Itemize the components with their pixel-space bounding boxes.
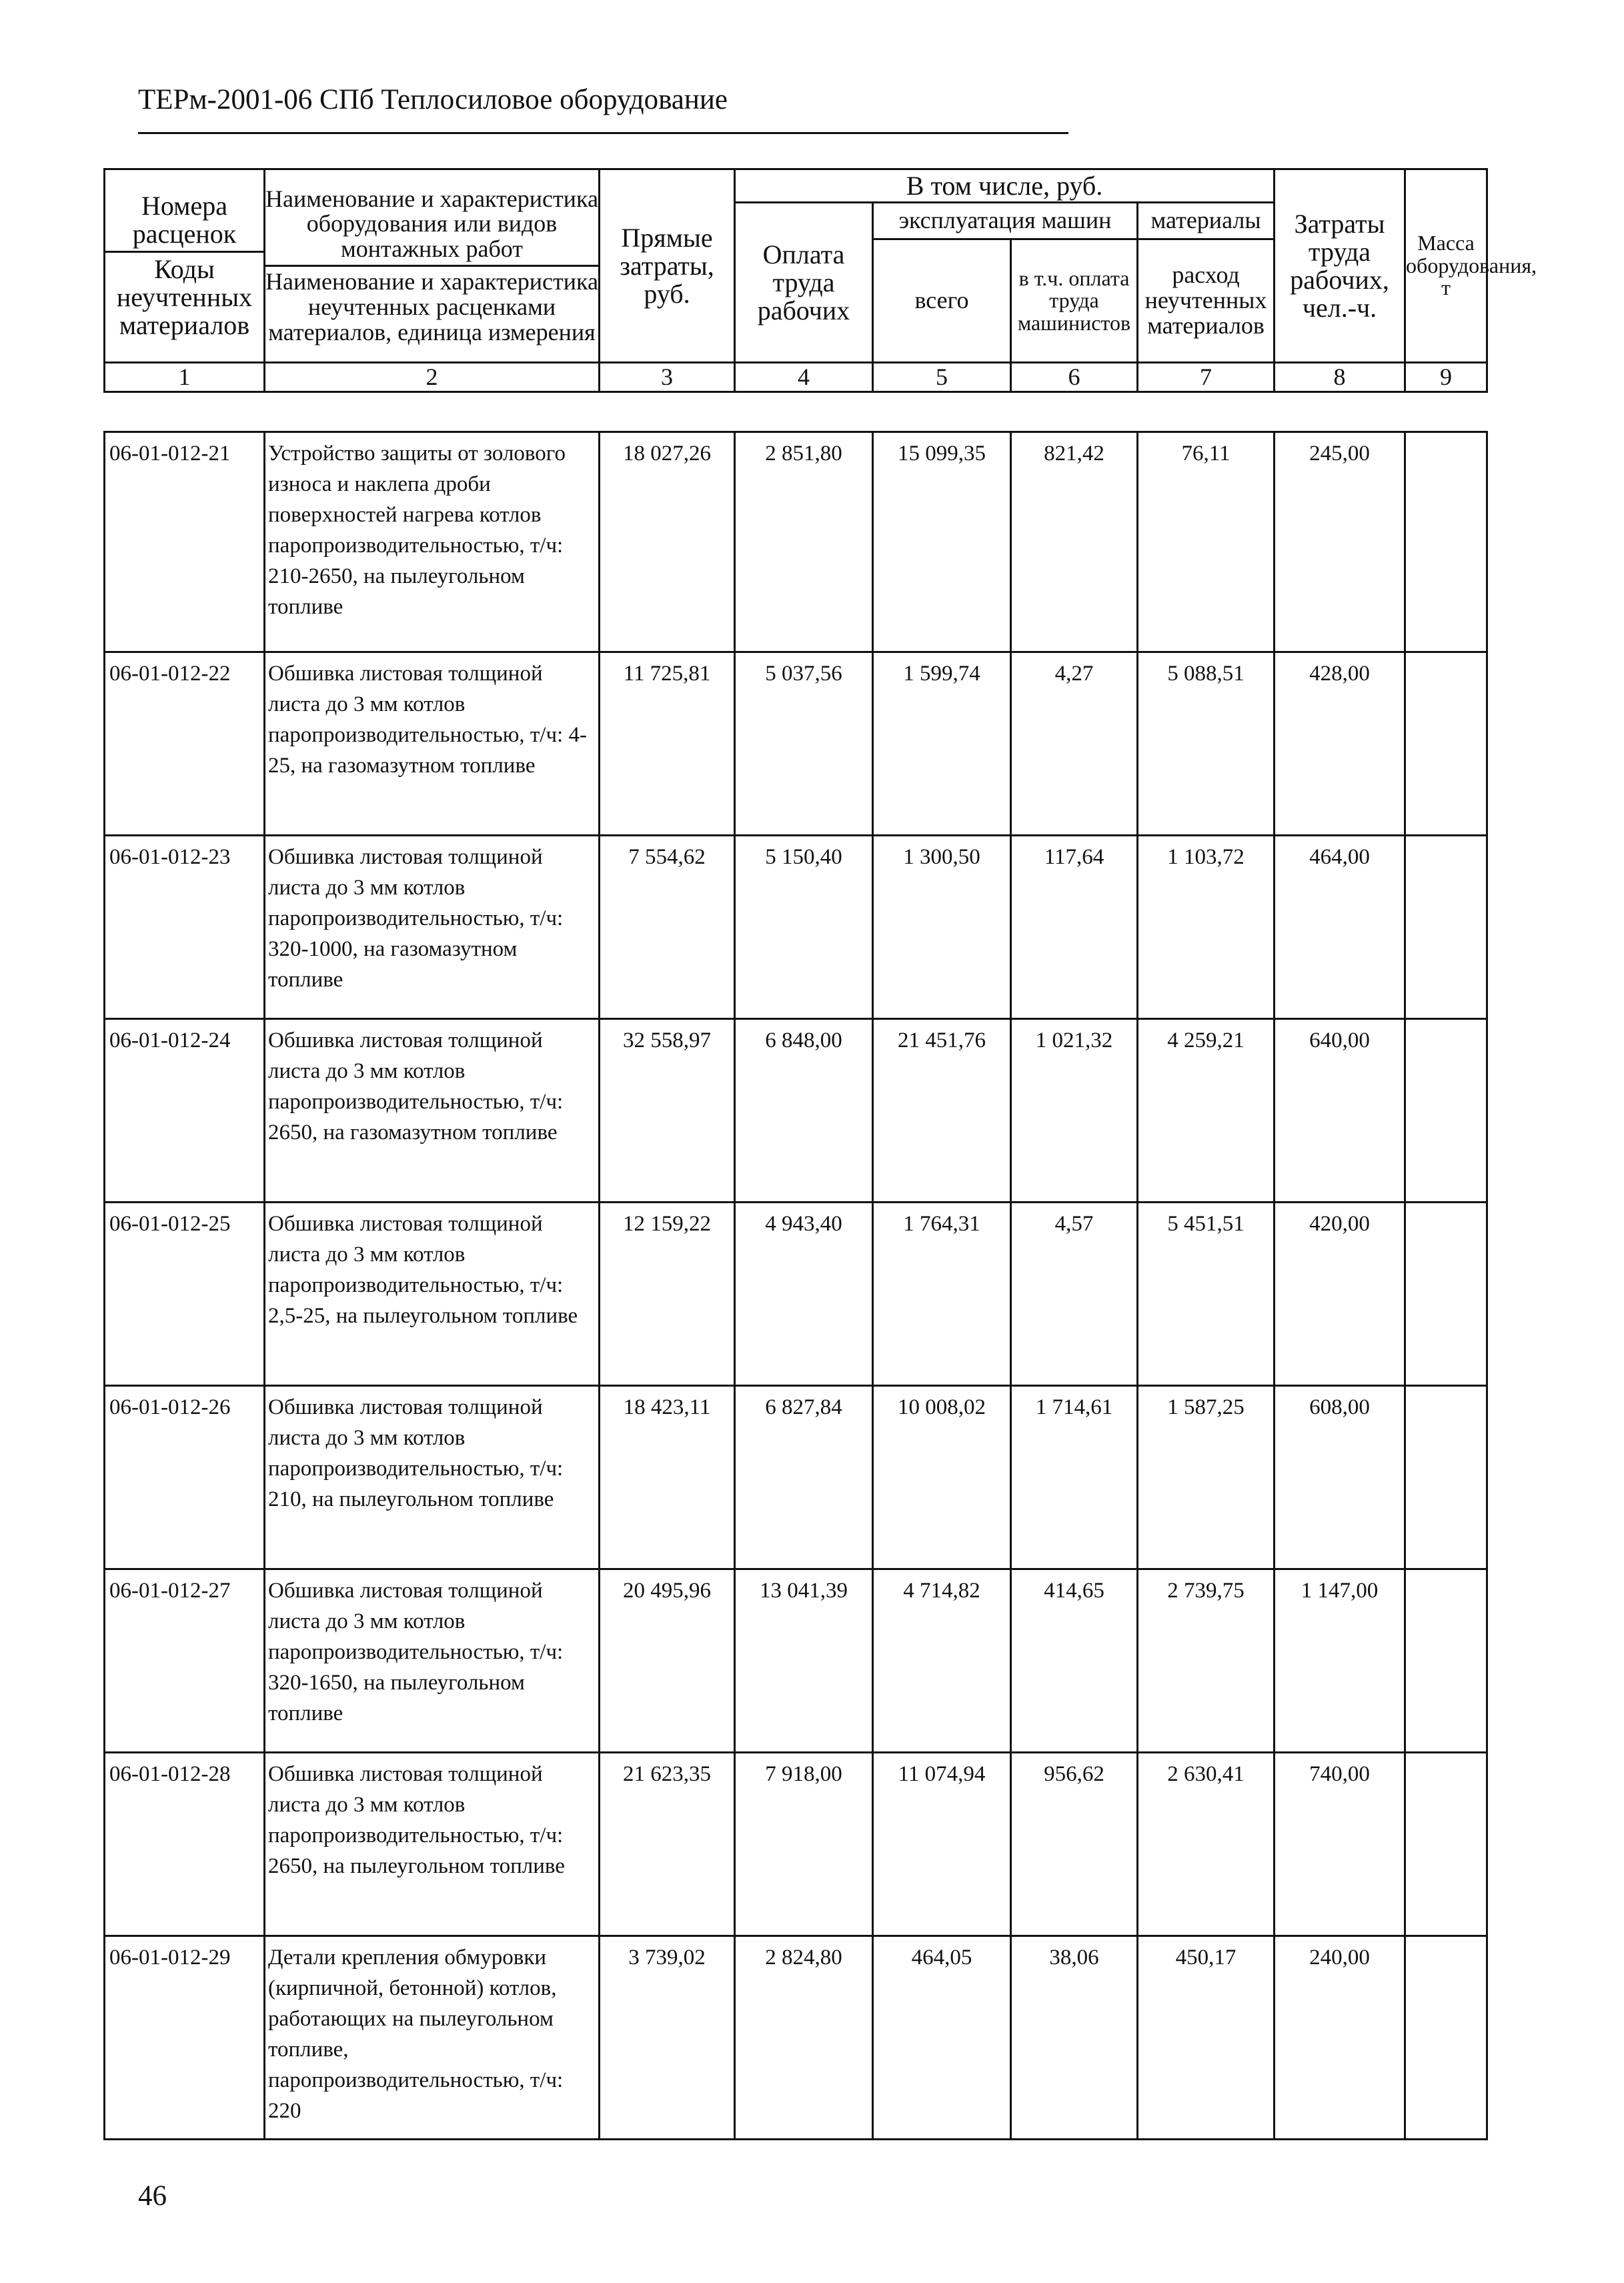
equipment-mass: [1405, 652, 1487, 836]
direct-cost: 7 554,62: [600, 836, 735, 1019]
labor-cost: 4 943,40: [735, 1203, 873, 1386]
col-number: 3: [600, 363, 735, 392]
machine-cost: 1 764,31: [873, 1203, 1011, 1386]
direct-cost: 3 739,02: [600, 1936, 735, 2140]
equipment-mass: [1405, 1386, 1487, 1569]
materials-cost: 450,17: [1138, 1936, 1275, 2140]
labor-cost: 2 824,80: [735, 1936, 873, 2140]
machine-cost: 464,05: [873, 1936, 1011, 2140]
rate-name: Обшивка листовая толщиной листа до 3 мм котлов паропроизводительностью, т/ч: 2650, на пылеугольном топливе: [265, 1753, 600, 1936]
table-row: [105, 432, 1487, 652]
machine-cost: 1 599,74: [873, 652, 1011, 836]
rate-name: Обшивка листовая толщиной листа до 3 мм котлов паропроизводительностью, т/ч: 320-1650, на пылеугольном топливе: [265, 1569, 600, 1753]
machine-cost: 21 451,76: [873, 1019, 1011, 1203]
labor-cost: 6 827,84: [735, 1386, 873, 1569]
operator-cost: 4,27: [1011, 652, 1138, 836]
col-name-top: Наименование и характеристика оборудования или видов монтажных работ: [265, 185, 598, 263]
col-direct-header: Прямые затраты, руб.: [600, 169, 735, 363]
machine-cost: 11 074,94: [873, 1753, 1011, 1936]
col-group-header: В том числе, руб.: [735, 169, 1275, 203]
col-hours-header: Затраты труда рабочих, чел.-ч.: [1275, 169, 1405, 363]
column-number-row: [105, 363, 1487, 392]
rate-name: Обшивка листовая толщиной листа до 3 мм котлов паропроизводительностью, т/ч: 4-25, на газомазутном топливе: [265, 652, 600, 836]
rate-code: 06-01-012-27: [105, 1569, 265, 1753]
rate-name: Обшивка листовая толщиной листа до 3 мм котлов паропроизводительностью, т/ч: 2,5-25, на пылеугольном топливе: [265, 1203, 600, 1386]
equipment-mass: [1405, 432, 1487, 652]
rate-name: Устройство защиты от золового износа и наклепа дроби поверхностей нагрева котлов паропроизводительностью, т/ч: 210-2650, на пылеугольном топливе: [265, 432, 600, 652]
col-number: 7: [1138, 363, 1275, 392]
rate-name: Обшивка листовая толщиной листа до 3 мм котлов паропроизводительностью, т/ч: 320-1000, на газомазутном топливе: [265, 836, 600, 1019]
col-materials-header: расход неучтенных материалов: [1138, 239, 1275, 363]
col-machines-header: эксплуатация машин: [873, 203, 1138, 239]
direct-cost: 20 495,96: [600, 1569, 735, 1753]
materials-cost: 1 103,72: [1138, 836, 1275, 1019]
col-operators-header: в т.ч. оплата труда машинистов: [1011, 239, 1138, 363]
page-header-title: ТЕРм-2001-06 СПб Теплосиловое оборудование: [138, 84, 728, 115]
table-row: [105, 836, 1487, 1019]
col-labor-header: Оплата труда рабочих: [735, 203, 873, 363]
col-number: 8: [1275, 363, 1405, 392]
rate-code: 06-01-012-28: [105, 1753, 265, 1936]
col-number: 6: [1011, 363, 1138, 392]
table-row: [105, 1386, 1487, 1569]
equipment-mass: [1405, 836, 1487, 1019]
col-mass-header: Масса оборудования, т: [1405, 169, 1487, 363]
table-row: [105, 1936, 1487, 2140]
machine-cost: 10 008,02: [873, 1386, 1011, 1569]
rate-code: 06-01-012-25: [105, 1203, 265, 1386]
rate-name: Обшивка листовая толщиной листа до 3 мм котлов паропроизводительностью, т/ч: 210, на пылеугольном топливе: [265, 1386, 600, 1569]
direct-cost: 11 725,81: [600, 652, 735, 836]
labor-hours: 428,00: [1275, 652, 1405, 836]
col-codes-top: Номера расценок: [132, 191, 237, 249]
labor-hours: 740,00: [1275, 1753, 1405, 1936]
labor-hours: 640,00: [1275, 1019, 1405, 1203]
table-row: [105, 1569, 1487, 1753]
rate-code: 06-01-012-29: [105, 1936, 265, 2140]
labor-cost: 5 150,40: [735, 836, 873, 1019]
operator-cost: 117,64: [1011, 836, 1138, 1019]
materials-cost: 5 451,51: [1138, 1203, 1275, 1386]
col-number: 2: [265, 363, 600, 392]
direct-cost: 32 558,97: [600, 1019, 735, 1203]
rates-table: [103, 431, 1488, 2140]
labor-hours: 240,00: [1275, 1936, 1405, 2140]
direct-cost: 18 423,11: [600, 1386, 735, 1569]
page-number: 46: [138, 2180, 167, 2212]
rate-name: Детали крепления обмуровки (кирпичной, бетонной) котлов, работающих на пылеугольном топливе, паропроизводительностью, т/ч: 220: [265, 1936, 600, 2140]
col-codes-header: [105, 169, 265, 363]
col-name-header: [265, 169, 600, 363]
table-row: [105, 652, 1487, 836]
labor-hours: 1 147,00: [1275, 1569, 1405, 1753]
column-header-table: [103, 168, 1537, 393]
labor-cost: 6 848,00: [735, 1019, 873, 1203]
labor-hours: 608,00: [1275, 1386, 1405, 1569]
materials-cost: 2 630,41: [1138, 1753, 1275, 1936]
labor-hours: 245,00: [1275, 432, 1405, 652]
direct-cost: 18 027,26: [600, 432, 735, 652]
rate-code: 06-01-012-22: [105, 652, 265, 836]
equipment-mass: [1405, 1019, 1487, 1203]
materials-cost: 5 088,51: [1138, 652, 1275, 836]
labor-cost: 5 037,56: [735, 652, 873, 836]
labor-cost: 7 918,00: [735, 1753, 873, 1936]
col-number: 9: [1405, 363, 1487, 392]
labor-cost: 13 041,39: [735, 1569, 873, 1753]
materials-cost: 1 587,25: [1138, 1386, 1275, 1569]
operator-cost: 1 714,61: [1011, 1386, 1138, 1569]
machine-cost: 15 099,35: [873, 432, 1011, 652]
labor-cost: 2 851,80: [735, 432, 873, 652]
operator-cost: 956,62: [1011, 1753, 1138, 1936]
materials-cost: 76,11: [1138, 432, 1275, 652]
equipment-mass: [1405, 1936, 1487, 2140]
col-number: 4: [735, 363, 873, 392]
col-codes-bottom: Коды неучтенных материалов: [105, 251, 263, 339]
rate-code: 06-01-012-24: [105, 1019, 265, 1203]
rate-name: Обшивка листовая толщиной листа до 3 мм котлов паропроизводительностью, т/ч: 2650, на газомазутном топливе: [265, 1019, 600, 1203]
operator-cost: 4,57: [1011, 1203, 1138, 1386]
operator-cost: 414,65: [1011, 1569, 1138, 1753]
table-row: [105, 1753, 1487, 1936]
col-materials-group-header: материалы: [1138, 203, 1275, 239]
rate-code: 06-01-012-23: [105, 836, 265, 1019]
materials-cost: 4 259,21: [1138, 1019, 1275, 1203]
materials-cost: 2 739,75: [1138, 1569, 1275, 1753]
col-number: 5: [873, 363, 1011, 392]
table-row: [105, 1019, 1487, 1203]
machine-cost: 1 300,50: [873, 836, 1011, 1019]
operator-cost: 38,06: [1011, 1936, 1138, 2140]
labor-hours: 464,00: [1275, 836, 1405, 1019]
equipment-mass: [1405, 1753, 1487, 1936]
col-number: 1: [105, 363, 265, 392]
labor-hours: 420,00: [1275, 1203, 1405, 1386]
rate-code: 06-01-012-21: [105, 432, 265, 652]
equipment-mass: [1405, 1569, 1487, 1753]
header-rule: [138, 132, 1068, 134]
operator-cost: 821,42: [1011, 432, 1138, 652]
equipment-mass: [1405, 1203, 1487, 1386]
rate-code: 06-01-012-26: [105, 1386, 265, 1569]
operator-cost: 1 021,32: [1011, 1019, 1138, 1203]
machine-cost: 4 714,82: [873, 1569, 1011, 1753]
col-machines-total-header: всего: [873, 239, 1011, 363]
direct-cost: 21 623,35: [600, 1753, 735, 1936]
col-name-bottom: Наименование и характеристика неучтенных расценками материалов, единица измерения: [265, 265, 598, 345]
table-row: [105, 1203, 1487, 1386]
direct-cost: 12 159,22: [600, 1203, 735, 1386]
